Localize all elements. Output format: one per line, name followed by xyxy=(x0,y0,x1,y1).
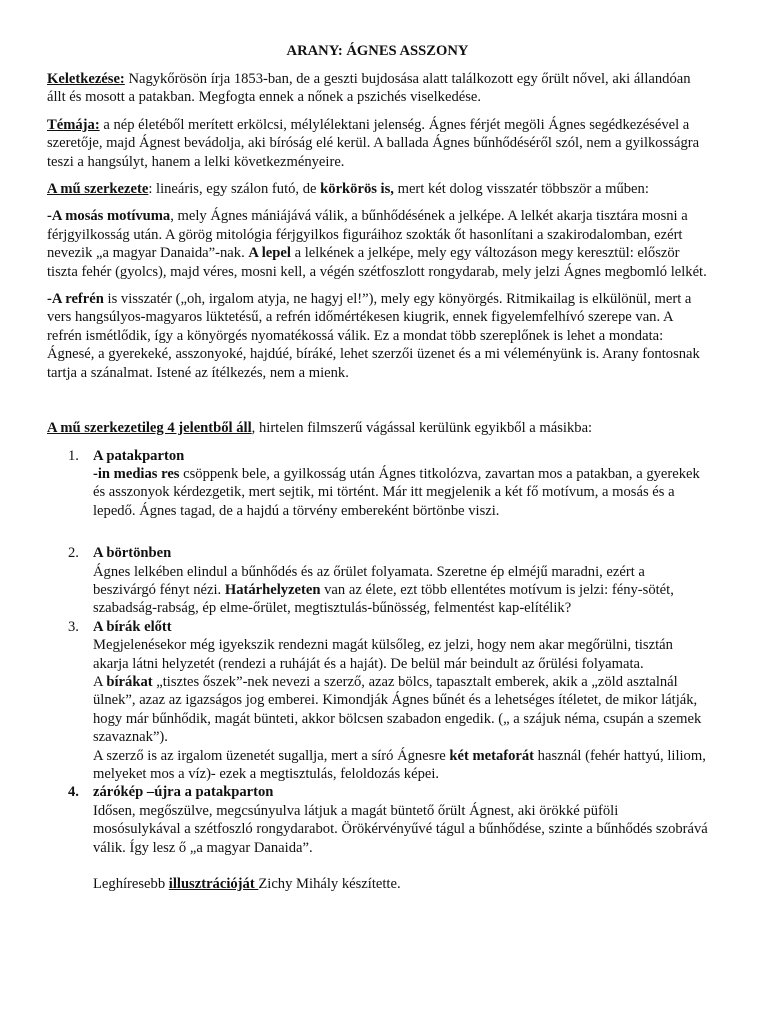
list-item-title: A börtönben xyxy=(93,545,172,562)
spacer xyxy=(47,391,708,419)
origin-paragraph: Keletkezése: Nagykőrösön írja 1853-ban, de a geszti bujdosása alatt találkozott egy őrült nővel, aki állandóan állt és mosott a patakban. Megfogta ennek a nőnek a pszichés viselkedése. xyxy=(47,71,691,106)
scenes-list xyxy=(47,447,708,894)
list-item xyxy=(47,447,708,521)
washing-motif-lead: -A mosás motívuma xyxy=(47,208,171,225)
washing-motif-paragraph: -A mosás motívuma, mely Ágnes mániájává válik, a bűnhődésének a jelképe. A lelkét akarja tisztára mosni a férjgyilkosság után. A görög mitológia férjgyilkos figuráihoz szokták őt hasonlítani a szakirodalomban, ezért nevezik „a magyar Danaida”-nak. A lepel a lelkének a jelképe, mely egy változáson megy keresztül: először tiszta fehér (gyolcs), majd véres, mosni kell, a végén szétfoszlott rongydarab, mely jelzi Ágnes megbomló lelkét. xyxy=(47,208,707,280)
list-item-number: 4. xyxy=(68,784,79,801)
page-title: ARANY: ÁGNES ASSZONY xyxy=(286,43,469,59)
list-item-number: 3. xyxy=(68,618,79,635)
list-item-text: Idősen, megőszülve, megcsúnyulva látjuk a magát büntető őrült Ágnest, aki örökké püföli mosósulykával a szétfoszló rongydarabot. Örökérvényűvé tágul a bűnhődése, szinte a bűnhődés szobrává válik. Így lesz ő „a magyar Danaida”. xyxy=(93,802,708,856)
list-item-title: A bírák előtt xyxy=(93,618,172,635)
list-item xyxy=(47,544,708,618)
theme-paragraph: Témája: a nép életéből merített erkölcsi, mélylélektani jelenség. Ágnes férjét megöli Ágnes segédkezésével a szeretője, majd Ágnest bevádolja, aki bíróság elé kerül. A ballada Ágnes bűnhődéséről szól, nem a gyilkosságra teszi a hangsúlyt, hanem a lelki következményeire. xyxy=(47,116,700,170)
list-item-number: 1. xyxy=(68,447,79,464)
list-item-title: A patakparton xyxy=(93,447,185,464)
structure-label: A mű szerkezete xyxy=(47,181,149,198)
list-item xyxy=(47,618,708,784)
theme-label: Témája: xyxy=(47,116,100,133)
list-item-text: Megjelenésekor még igyekszik rendezni magát külsőleg, ez jelzi, hogy nem akar megőrülni, tisztán akarja látni helyzetét (rendezi a ruháját és a haját). De belül már beindult az őrülési folyamata. A bírákat „tisztes őszek”-nek nevezi a szerző, azaz bölcs, tapasztalt emberek, akik a „zöld asztalnál ülnek”, azaz az igazságos jog emberei. Kimondják Ágnes bűnét és a lehetséges ítéletet, de mikor látják, hogy már bűnhődik, magát bünteti, akkor bölcsen szabadon engedik. („ a szájuk néma, csupán a szemek szavaznak”). A szerző is az irgalom üzenetét sugallja, mert a síró Ágnesre két metaforát használ (fehér hattyú, liliom, melyeket mos a víz)- ezek a megtisztulás, feloldozás képei. xyxy=(93,637,706,782)
structure-paragraph: A mű szerkezete: lineáris, egy szálon futó, de körkörös is, mert két dolog visszatér többször a műben: xyxy=(47,181,649,198)
scenes-intro-paragraph: A mű szerkezetileg 4 jelentből áll, hirtelen filmszerű vágással kerülünk egyikből a másikba: xyxy=(47,420,593,437)
illustration-note: Leghíresebb illusztrációját Zichy Mihály készítette. xyxy=(93,876,401,893)
list-item xyxy=(47,783,708,893)
spacer xyxy=(93,857,708,875)
origin-label: Keletkezése: xyxy=(47,71,125,87)
scenes-intro-label: A mű szerkezetileg 4 jelentből áll xyxy=(47,420,252,437)
list-item-text: -in medias res csöppenk bele, a gyilkosság után Ágnes titkolózva, zavartan mos a patakban, a gyerekek és asszonyok kérdezgetik, mert sejtik, mi történt. Már itt megjelenik a két fő motívum, a mosás és a lepedő. Ágnes tagad, de a hajdú a törvény embereként börtönbe viszi. xyxy=(93,465,700,519)
refrain-paragraph: -A refrén is visszatér („oh, irgalom atyja, ne hagyj el!”), mely egy könyörgés. Ritmikailag is elkülönül, mert a vers hangsúlyos-magyaros lüktetésű, a refrén időmértékesen kiugrik, ennek figyelemfelhívó szerepe van. A refrén ismétlődik, így a könyörgés nyomatékossá válik. Ez a mondat több szereplőnek is lehet a mondata: Ágnesé, a gyerekeké, asszonyoké, hajdúé, bíráké, lehet szerzői üzenet és a mi véleményünk is. Arany fontosnak tartja a szánalmat. Istené az ítélkezés, nem a mienk. xyxy=(47,291,700,381)
list-item-text: Ágnes lelkében elindul a bűnhődés és az őrület folyamata. Szeretne ép elméjű maradni, ezért a beszivárgó fényt nézi. Határhelyzeten van az élete, ezt több ellentétes motívum is jelzi: fény-sötét, szabadság-rabság, ép elme-őrület, megtisztulás-bűnösség, felmentést kap-elítélik? xyxy=(93,563,674,617)
refrain-lead: -A refrén xyxy=(47,291,104,308)
list-item-title: zárókép –újra a patakparton xyxy=(93,784,274,801)
list-item-number: 2. xyxy=(68,545,79,562)
